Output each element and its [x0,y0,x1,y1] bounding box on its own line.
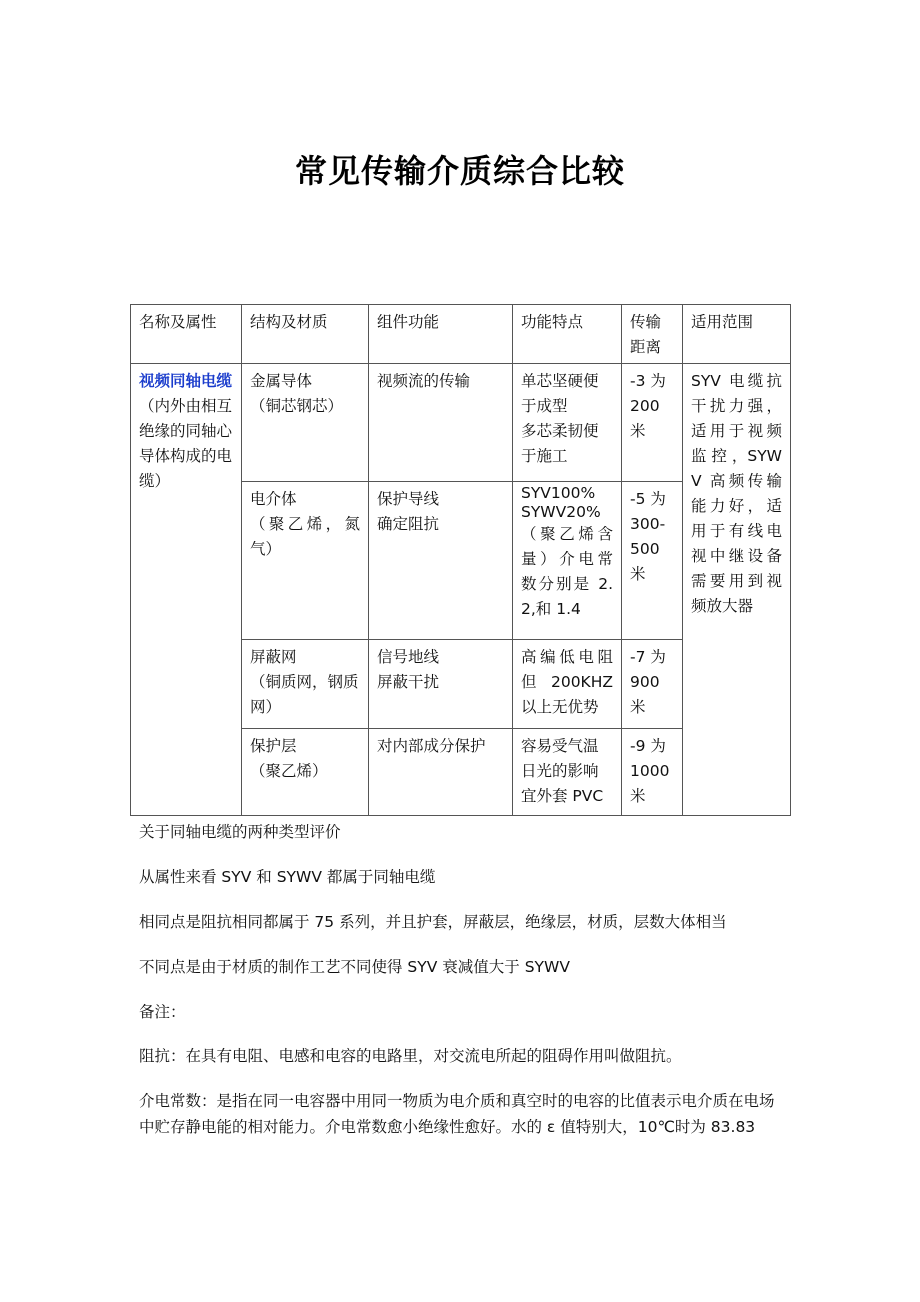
comparison-table [130,304,791,816]
features-cell: 高编低电阻但 200KHZ 以上无优势 [513,640,622,729]
table-header-row [131,305,791,364]
features-cell [513,482,622,640]
structure-cell [242,640,369,729]
dielectric-constant-note: 介电常数：是指在同一电容器中用同一物质为电介质和真空时的电容的比值表示电介质在电场中贮存静电能的相对能力。介电常数愈小绝缘性愈好。水的 ε 值特别大，10℃时为 83.83 [139,1092,775,1136]
table-row [131,364,791,482]
paragraph: 从属性来看 SYV 和 SYWV 都属于同轴电缆 [139,868,436,886]
cable-name-cell [131,364,242,816]
structure-cell [242,482,369,640]
distance-cell: -7 为 900 米 [622,640,683,729]
paragraph: 不同点是由于材质的制作工艺不同使得 SYV 衰减值大于 SYWV [139,958,570,976]
features-cell [513,364,622,482]
structure-cell [242,729,369,816]
header-distance: 传输距离 [622,305,683,364]
paragraph-heading: 关于同轴电缆的两种类型评价 [139,823,341,841]
feature-line: SYV100% [521,484,596,502]
distance-cell: -9 为 1000 米 [622,729,683,816]
header-name: 名称及属性 [131,305,242,364]
header-function: 组件功能 [369,305,513,364]
impedance-note: 阻抗：在具有电阻、电感和电容的电路里，对交流电所起的阻碍作用叫做阻抗。 [139,1047,682,1065]
feature-line: 单芯坚硬便于成型 [521,372,599,415]
features-cell: 容易受气温日光的影响宜外套 PVC [513,729,622,816]
paragraph: 相同点是阻抗相同都属于 75 系列，并且护套，屏蔽层，绝缘层，材质，层数大体相当 [139,913,727,931]
function-line: 信号地线 [377,648,440,666]
feature-line: 多芯柔韧便于施工 [521,422,599,465]
scope-cell: SYV 电缆抗干扰力强，适用于视频监 控 ，SYWV 高频传输能力好，适用于有线电视中继设备需要用到视频放大器 [683,364,791,816]
function-line: 屏蔽干扰 [377,673,440,691]
structure-label: 保护层 [250,737,297,755]
function-cell [369,482,513,640]
structure-material: （铜芯钢芯） [250,397,344,415]
structure-material: （聚乙烯，氮气） [250,515,360,558]
function-line: 对内部成分保护 [377,737,486,755]
function-cell [369,729,513,816]
structure-material: （铜质网，钢质网） [250,673,359,716]
function-cell [369,640,513,729]
notes-label: 备注： [139,1003,186,1021]
cable-name-description: （内外由相互绝缘的同轴心导体构成的电缆） [139,397,233,490]
structure-cell [242,364,369,482]
header-scope: 适用范围 [683,305,791,364]
function-line: 确定阻抗 [377,515,440,533]
structure-label: 电介体 [250,490,297,508]
header-features: 功能特点 [513,305,622,364]
distance-cell: -3 为 200 米 [622,364,683,482]
header-structure: 结构及材质 [242,305,369,364]
structure-material: （聚乙烯） [250,762,328,780]
function-line: 视频流的传输 [377,372,471,390]
structure-label: 金属导体 [250,372,313,390]
function-cell [369,364,513,482]
page-title: 常见传输介质综合比较 [294,152,625,190]
feature-line: SYWV20% [521,503,601,521]
function-line: 保护导线 [377,490,440,508]
cable-name-highlight: 视频同轴电缆 [139,372,233,390]
feature-line: （聚乙烯含量）介电常数分别是 2.2,和 1.4 [521,525,613,618]
structure-label: 屏蔽网 [250,648,297,666]
distance-cell: -5 为 300-500 米 [622,482,683,640]
